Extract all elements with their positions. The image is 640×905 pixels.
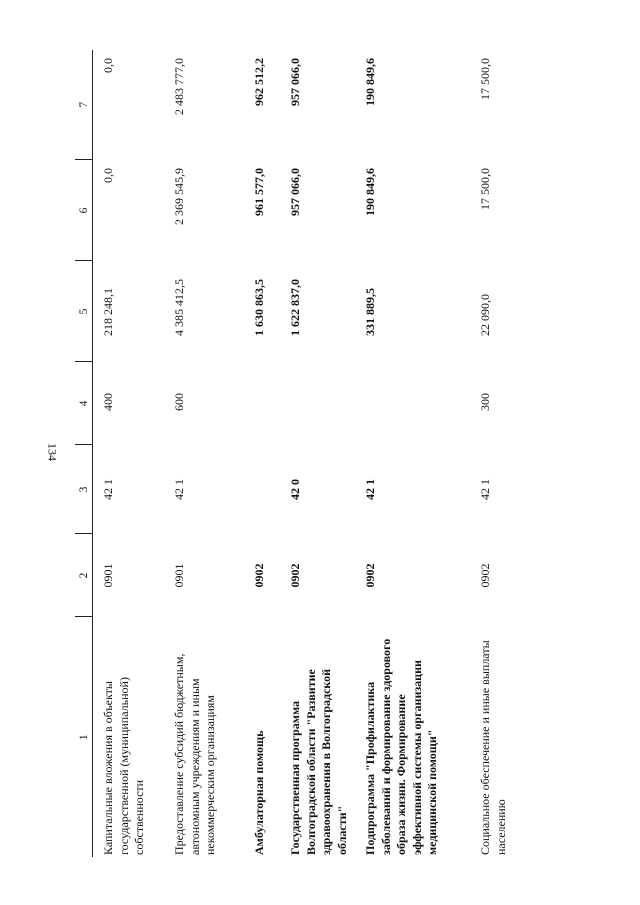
row-name: Предоставление субсидий бюджетным, автономным учреждениям и иным некоммерческим организациям (172, 653, 217, 855)
section-code: 0902 (478, 563, 492, 588)
row-name: Подпрограмма "Профилактика заболеваний и формирование здорового образа жизни. Формирование эффективной системы организации медицинской помощи" (363, 638, 439, 855)
section-code: 0902 (252, 563, 266, 588)
section-code: 0902 (363, 563, 377, 588)
col-header-4: 4 (75, 362, 93, 445)
section-code: 0902 (288, 563, 302, 588)
row-name: Капитальные вложения в объекты государственной (муниципальной) собственности (101, 677, 146, 855)
amount-col6: 17 500,0 (478, 168, 492, 210)
section-code: 0901 (172, 563, 186, 588)
program-code: 42 1 (363, 479, 377, 500)
expense-type-code (285, 362, 360, 445)
col-header-5: 5 (75, 261, 93, 362)
expense-type-code (249, 362, 285, 445)
amount-col6: 957 066,0 (288, 168, 302, 216)
amount-col6: 0,0 (101, 168, 115, 183)
program-code (249, 445, 285, 534)
page-number: 134 (45, 443, 60, 461)
amount-col6: 961 577,0 (252, 168, 266, 216)
col-header-2: 2 (75, 534, 93, 617)
amount-col7: 17 500,0 (478, 58, 492, 100)
table-row (360, 50, 475, 857)
amount-col6: 2 369 545,9 (172, 168, 186, 225)
table-row (249, 50, 285, 857)
section-code: 0901 (101, 563, 115, 588)
amount-col5: 218 248,1 (101, 288, 115, 336)
table-row (475, 50, 518, 857)
amount-col5: 331 889,5 (363, 288, 377, 336)
col-header-1: 1 (75, 617, 93, 857)
expense-type-code (360, 362, 475, 445)
rotated-table-region (75, 50, 570, 857)
amount-col5: 1 622 837,0 (288, 279, 302, 336)
program-code: 42 0 (288, 479, 302, 500)
budget-table (75, 50, 518, 857)
amount-col7: 0,0 (101, 58, 115, 73)
table-row (285, 50, 360, 857)
header-row (75, 50, 93, 857)
col-header-3: 3 (75, 445, 93, 534)
col-header-6: 6 (75, 160, 93, 261)
program-code: 42 1 (101, 479, 115, 500)
expense-type-code: 300 (478, 393, 492, 411)
program-code: 42 1 (478, 479, 492, 500)
table-row (93, 50, 170, 857)
row-name: Социальное обеспечение и иные выплаты населению (478, 640, 508, 855)
col-header-7: 7 (75, 50, 93, 160)
amount-col6: 190 849,6 (363, 168, 377, 216)
amount-col7: 962 512,2 (252, 58, 266, 106)
amount-col7: 2 483 777,0 (172, 58, 186, 115)
amount-col5: 1 630 863,5 (252, 279, 266, 336)
expense-type-code: 600 (172, 393, 186, 411)
program-code: 42 1 (172, 479, 186, 500)
amount-col7: 957 066,0 (288, 58, 302, 106)
row-name: Амбулаторная помощь (252, 730, 266, 855)
amount-col5: 4 385 412,5 (172, 279, 186, 336)
amount-col5: 22 090,0 (478, 294, 492, 336)
row-name: Государственная программа Волгоградской области "Развитие здравоохранения в Волгоградской области" (288, 668, 349, 855)
table-row (169, 50, 249, 857)
amount-col7: 190 849,6 (363, 58, 377, 106)
expense-type-code: 400 (101, 393, 115, 411)
